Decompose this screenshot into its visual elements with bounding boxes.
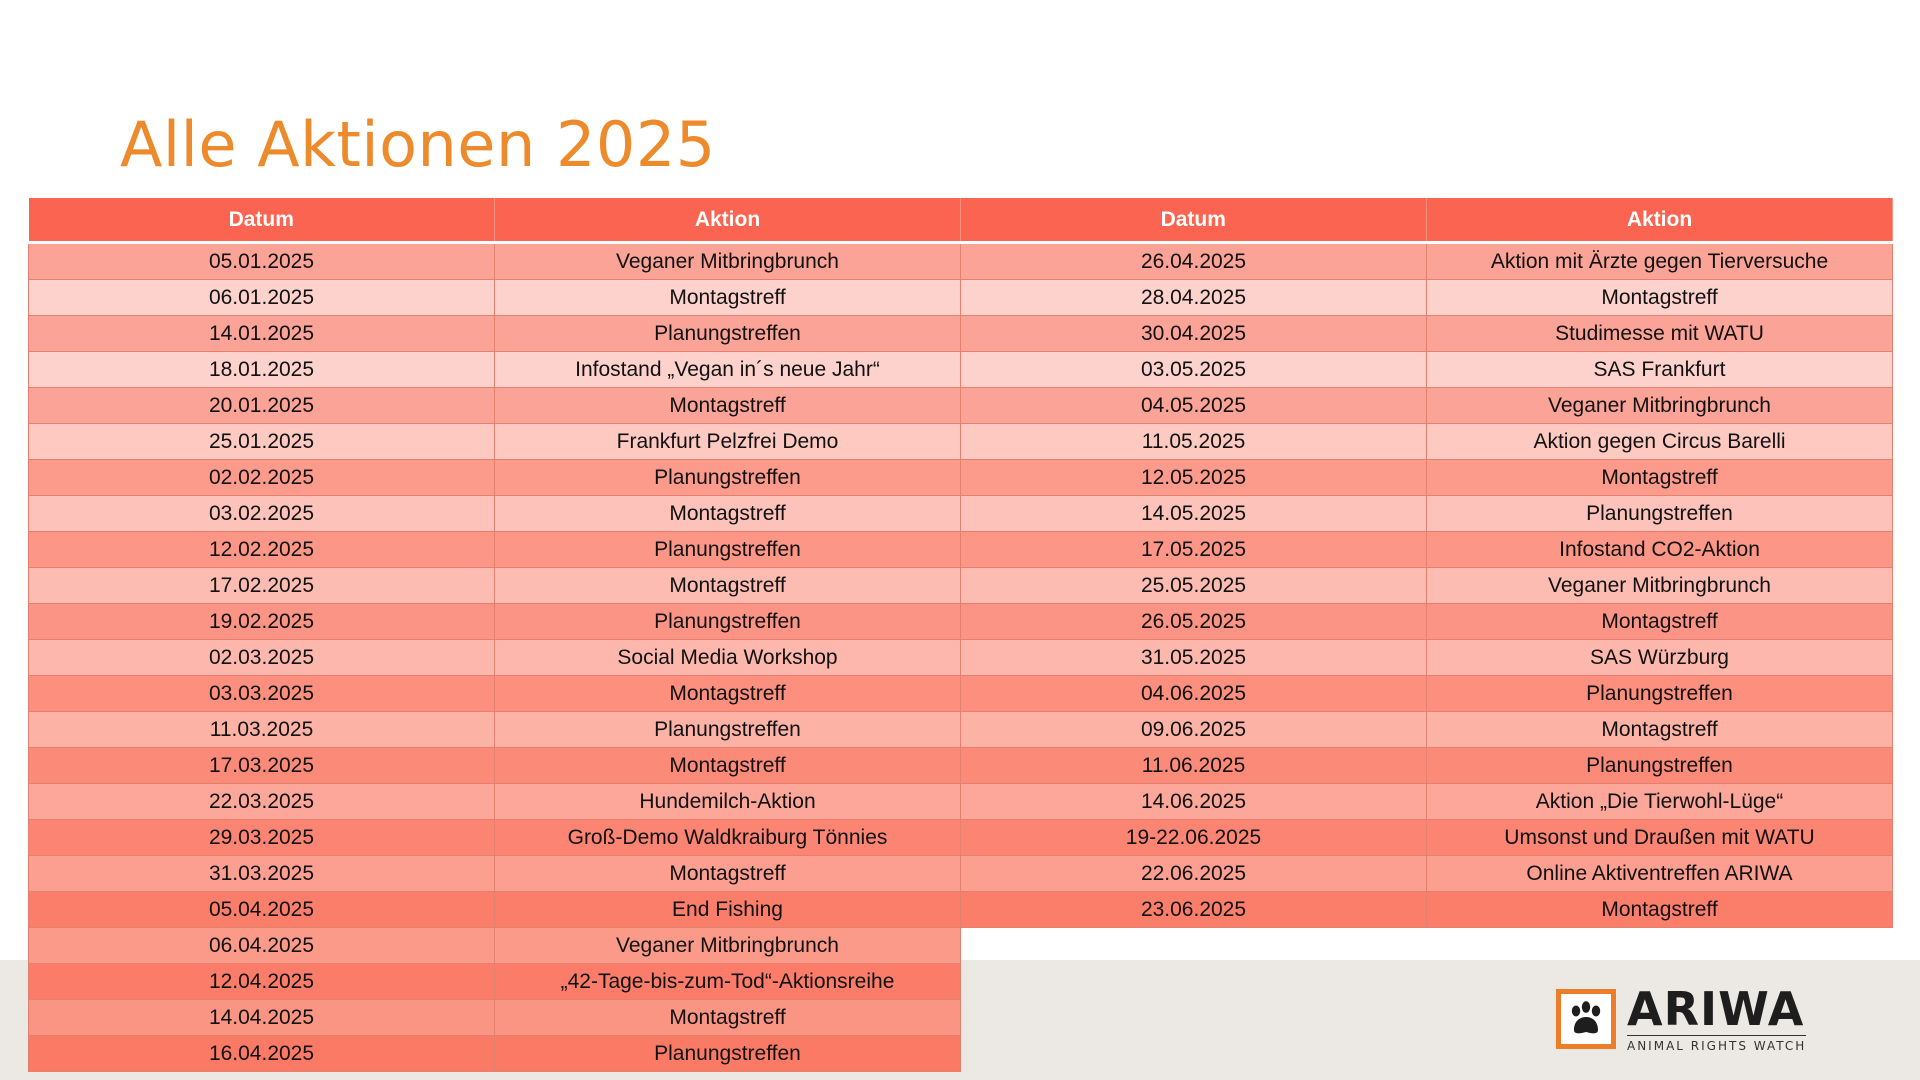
- actions-table-right: [960, 198, 1893, 928]
- table-row: [961, 568, 1893, 604]
- ariwa-logo: [1556, 981, 1807, 1053]
- table-row: [961, 640, 1893, 676]
- cell-aktion: Planungstreffen: [1427, 676, 1893, 712]
- table-row: [29, 1036, 961, 1072]
- cell-datum: 18.01.2025: [29, 352, 495, 388]
- table-row: [29, 856, 961, 892]
- cell-datum: 12.04.2025: [29, 964, 495, 1000]
- cell-datum: 26.04.2025: [961, 243, 1427, 280]
- table-row: [29, 964, 961, 1000]
- table-row: [961, 316, 1893, 352]
- logo-tagline: ANIMAL RIGHTS WATCH: [1627, 1035, 1806, 1053]
- table-row: [29, 243, 961, 280]
- cell-aktion: Aktion „Die Tierwohl-Lüge“: [1427, 784, 1893, 820]
- cell-datum: 17.02.2025: [29, 568, 495, 604]
- cell-datum: 28.04.2025: [961, 280, 1427, 316]
- cell-datum: 03.02.2025: [29, 496, 495, 532]
- table-row: [961, 352, 1893, 388]
- cell-aktion: Montagstreff: [495, 676, 961, 712]
- table-row: [961, 892, 1893, 928]
- table-row: [29, 388, 961, 424]
- cell-aktion: Groß-Demo Waldkraiburg Tönnies: [495, 820, 961, 856]
- cell-datum: 20.01.2025: [29, 388, 495, 424]
- cell-aktion: Aktion mit Ärzte gegen Tierversuche: [1427, 243, 1893, 280]
- cell-datum: 25.01.2025: [29, 424, 495, 460]
- cell-aktion: Montagstreff: [495, 748, 961, 784]
- cell-aktion: Aktion gegen Circus Barelli: [1427, 424, 1893, 460]
- cell-datum: 09.06.2025: [961, 712, 1427, 748]
- cell-datum: 30.04.2025: [961, 316, 1427, 352]
- table-row: [29, 280, 961, 316]
- table-row: [29, 928, 961, 964]
- table-row: [29, 676, 961, 712]
- table-row: [961, 820, 1893, 856]
- table-row: [29, 892, 961, 928]
- header-datum: Datum: [29, 198, 495, 243]
- logo-name: ARIWA: [1627, 981, 1805, 1036]
- table-header-row: [961, 198, 1893, 243]
- cell-datum: 31.05.2025: [961, 640, 1427, 676]
- table-row: [29, 532, 961, 568]
- table-row: [29, 784, 961, 820]
- cell-aktion: Montagstreff: [1427, 712, 1893, 748]
- cell-aktion: Montagstreff: [1427, 604, 1893, 640]
- cell-datum: 16.04.2025: [29, 1036, 495, 1072]
- table-row: [961, 712, 1893, 748]
- cell-datum: 04.05.2025: [961, 388, 1427, 424]
- cell-aktion: Montagstreff: [1427, 280, 1893, 316]
- table-row: [961, 424, 1893, 460]
- cell-datum: 14.01.2025: [29, 316, 495, 352]
- cell-aktion: Planungstreffen: [495, 460, 961, 496]
- cell-datum: 22.06.2025: [961, 856, 1427, 892]
- cell-aktion: Montagstreff: [495, 496, 961, 532]
- cell-aktion: Veganer Mitbringbrunch: [495, 928, 961, 964]
- cell-datum: 03.05.2025: [961, 352, 1427, 388]
- cell-datum: 05.04.2025: [29, 892, 495, 928]
- cell-datum: 26.05.2025: [961, 604, 1427, 640]
- cell-aktion: Planungstreffen: [495, 712, 961, 748]
- table-row: [29, 496, 961, 532]
- cell-datum: 02.02.2025: [29, 460, 495, 496]
- cell-aktion: Montagstreff: [495, 280, 961, 316]
- cell-datum: 17.05.2025: [961, 532, 1427, 568]
- cell-datum: 11.06.2025: [961, 748, 1427, 784]
- table-row: [961, 460, 1893, 496]
- header-aktion: Aktion: [495, 198, 961, 243]
- cell-aktion: Montagstreff: [495, 1000, 961, 1036]
- cell-aktion: SAS Frankfurt: [1427, 352, 1893, 388]
- table-row: [29, 424, 961, 460]
- cell-aktion: SAS Würzburg: [1427, 640, 1893, 676]
- table-row: [961, 604, 1893, 640]
- cell-datum: 25.05.2025: [961, 568, 1427, 604]
- table-row: [29, 1000, 961, 1036]
- cell-aktion: Montagstreff: [495, 388, 961, 424]
- cell-aktion: Hundemilch-Aktion: [495, 784, 961, 820]
- table-body: [961, 243, 1893, 928]
- cell-aktion: Infostand „Vegan in´s neue Jahr“: [495, 352, 961, 388]
- table-header-row: [29, 198, 961, 243]
- cell-aktion: Planungstreffen: [495, 316, 961, 352]
- table-row: [961, 532, 1893, 568]
- table-row: [961, 856, 1893, 892]
- cell-datum: 05.01.2025: [29, 243, 495, 280]
- cell-aktion: Planungstreffen: [495, 1036, 961, 1072]
- cell-aktion: Umsonst und Draußen mit WATU: [1427, 820, 1893, 856]
- table-row: [961, 243, 1893, 280]
- cell-aktion: Montagstreff: [1427, 892, 1893, 928]
- cell-aktion: Frankfurt Pelzfrei Demo: [495, 424, 961, 460]
- table-row: [29, 640, 961, 676]
- table-row: [961, 748, 1893, 784]
- cell-aktion: Planungstreffen: [1427, 748, 1893, 784]
- cell-datum: 29.03.2025: [29, 820, 495, 856]
- cell-aktion: Planungstreffen: [1427, 496, 1893, 532]
- cell-datum: 14.04.2025: [29, 1000, 495, 1036]
- cell-datum: 04.06.2025: [961, 676, 1427, 712]
- cell-aktion: Planungstreffen: [495, 532, 961, 568]
- cell-aktion: Infostand CO2-Aktion: [1427, 532, 1893, 568]
- table-row: [29, 352, 961, 388]
- table-row: [961, 496, 1893, 532]
- table-row: [29, 820, 961, 856]
- cell-datum: 17.03.2025: [29, 748, 495, 784]
- paw-print-icon: [1556, 989, 1616, 1049]
- cell-aktion: „42-Tage-bis-zum-Tod“-Aktionsreihe: [495, 964, 961, 1000]
- cell-datum: 23.06.2025: [961, 892, 1427, 928]
- table-row: [29, 568, 961, 604]
- table-row: [29, 604, 961, 640]
- cell-aktion: Montagstreff: [495, 856, 961, 892]
- cell-datum: 12.05.2025: [961, 460, 1427, 496]
- cell-aktion: Veganer Mitbringbrunch: [495, 243, 961, 280]
- table-row: [29, 712, 961, 748]
- table-row: [961, 280, 1893, 316]
- cell-datum: 12.02.2025: [29, 532, 495, 568]
- cell-aktion: Veganer Mitbringbrunch: [1427, 388, 1893, 424]
- table-row: [29, 748, 961, 784]
- table-row: [29, 460, 961, 496]
- table-row: [29, 316, 961, 352]
- header-aktion: Aktion: [1427, 198, 1893, 243]
- cell-datum: 02.03.2025: [29, 640, 495, 676]
- cell-aktion: Montagstreff: [1427, 460, 1893, 496]
- cell-datum: 19.02.2025: [29, 604, 495, 640]
- page-title: Alle Aktionen 2025: [120, 108, 716, 181]
- cell-datum: 03.03.2025: [29, 676, 495, 712]
- cell-aktion: Studimesse mit WATU: [1427, 316, 1893, 352]
- cell-datum: 11.05.2025: [961, 424, 1427, 460]
- cell-aktion: Montagstreff: [495, 568, 961, 604]
- table-body: [29, 243, 961, 1072]
- table-row: [961, 676, 1893, 712]
- cell-aktion: Planungstreffen: [495, 604, 961, 640]
- cell-aktion: Social Media Workshop: [495, 640, 961, 676]
- cell-datum: 06.01.2025: [29, 280, 495, 316]
- table-row: [961, 388, 1893, 424]
- table-row: [961, 784, 1893, 820]
- header-datum: Datum: [961, 198, 1427, 243]
- cell-datum: 06.04.2025: [29, 928, 495, 964]
- cell-datum: 22.03.2025: [29, 784, 495, 820]
- cell-aktion: Veganer Mitbringbrunch: [1427, 568, 1893, 604]
- cell-aktion: Online Aktiventreffen ARIWA: [1427, 856, 1893, 892]
- cell-datum: 11.03.2025: [29, 712, 495, 748]
- cell-datum: 19-22.06.2025: [961, 820, 1427, 856]
- actions-table-left: [28, 198, 961, 1072]
- cell-datum: 14.06.2025: [961, 784, 1427, 820]
- cell-datum: 14.05.2025: [961, 496, 1427, 532]
- cell-aktion: End Fishing: [495, 892, 961, 928]
- cell-datum: 31.03.2025: [29, 856, 495, 892]
